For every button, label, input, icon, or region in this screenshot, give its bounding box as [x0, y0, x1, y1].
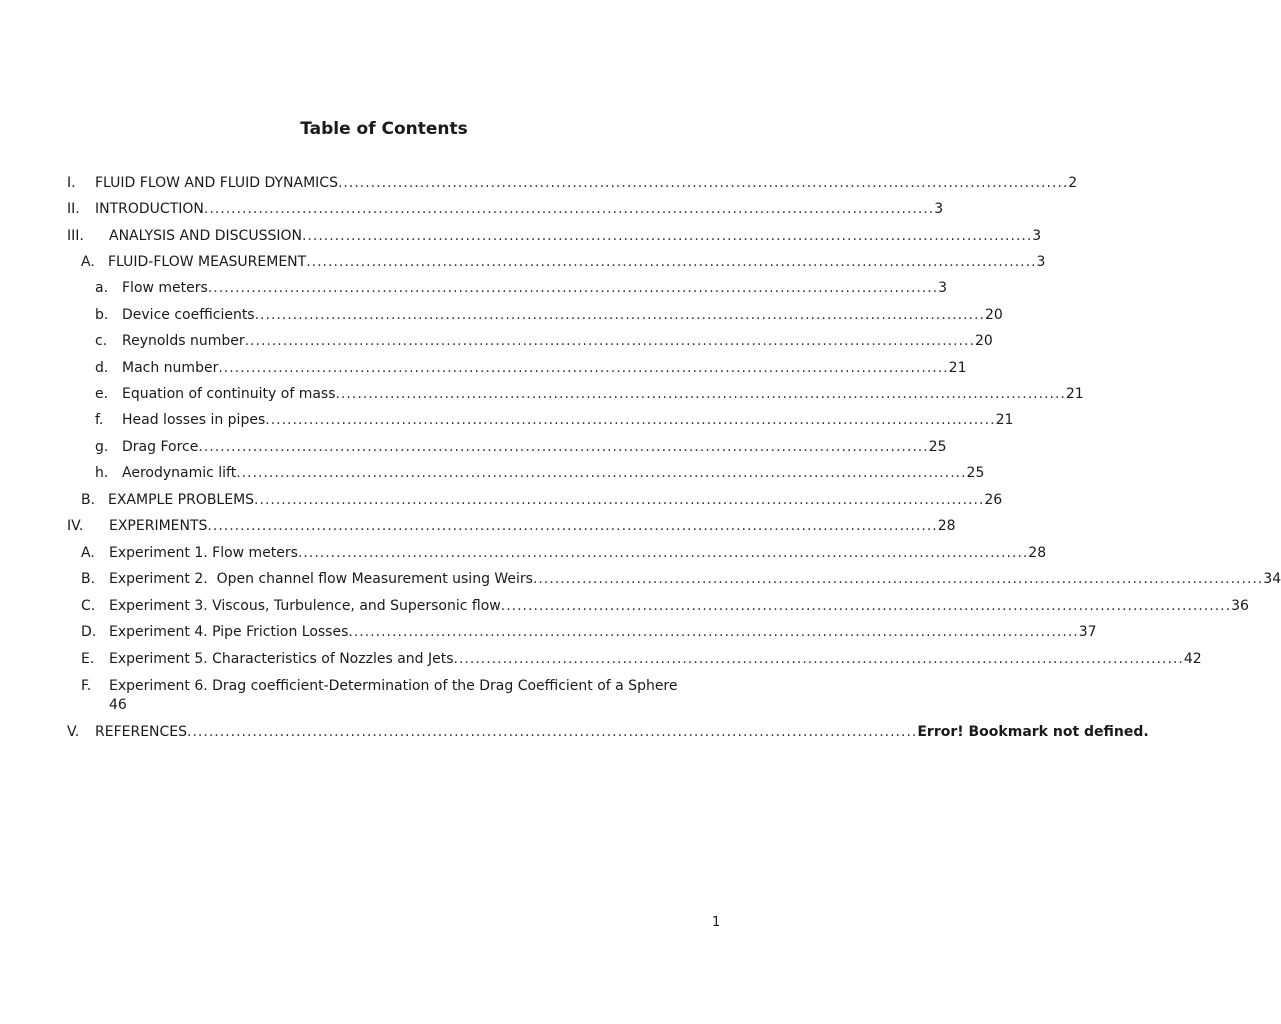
toc-entry[interactable] — [81, 650, 1202, 669]
toc-entry-page: 3 — [934, 201, 944, 217]
toc-entry-page: 26 — [984, 492, 1003, 508]
toc-entry-page: 2 — [1068, 175, 1078, 191]
toc-entry-label: Drag Force — [122, 439, 199, 455]
toc-entry[interactable] — [67, 517, 956, 536]
toc-entry-label: EXPERIMENTS — [109, 518, 208, 534]
toc-entry[interactable] — [95, 306, 1003, 325]
toc-entry[interactable] — [81, 597, 1249, 616]
toc-entry-page: 34 — [1263, 571, 1281, 587]
toc-entry-page: 36 — [1231, 598, 1249, 614]
toc-entry-label: ANALYSIS AND DISCUSSION — [109, 228, 302, 244]
toc-entry-number: B. — [81, 571, 96, 587]
toc-entry-label: Equation of continuity of mass — [122, 386, 336, 402]
dot-leader: ...................................................................................................................................... — [207, 280, 939, 296]
toc-entry-number: e. — [95, 386, 109, 402]
toc-entry-page: 25 — [928, 439, 947, 455]
toc-entry-label: Mach number — [122, 360, 219, 376]
toc-entry[interactable] — [95, 438, 947, 457]
dot-leader: ...................................................................................................................................... — [532, 571, 1264, 587]
toc-entry-page: 20 — [974, 333, 993, 349]
toc-entry-number: a. — [95, 280, 109, 296]
toc-entry-number: C. — [81, 598, 96, 614]
toc-entry-page: 21 — [995, 412, 1014, 428]
toc-entry-number: B. — [81, 492, 96, 508]
toc-entry-label: FLUID FLOW AND FLUID DYNAMICS — [95, 175, 338, 191]
toc-entry-page: 46 — [109, 697, 127, 713]
dot-leader: ...................................................................................................................................... — [203, 201, 935, 217]
toc-entry-number: A. — [81, 545, 95, 561]
dot-leader: ...................................................................................................................................... — [218, 360, 949, 376]
toc-entry-number: h. — [95, 465, 109, 481]
toc-entry-number: F. — [81, 678, 92, 694]
dot-leader: ...................................................................................................................................... — [187, 724, 918, 740]
toc-entry[interactable] — [67, 200, 944, 219]
toc-entry-label: Aerodynamic lift — [122, 465, 237, 481]
toc-entry[interactable] — [95, 385, 1084, 404]
toc-entry[interactable] — [95, 279, 948, 298]
toc-entry[interactable] — [81, 253, 1046, 272]
toc-entry-number: c. — [95, 333, 108, 349]
dot-leader: ...................................................................................................................................... — [306, 254, 1037, 270]
toc-entry-label: FLUID-FLOW MEASUREMENT — [108, 254, 307, 270]
toc-entry-label: REFERENCES — [95, 724, 188, 740]
dot-leader: ...................................................................................................................................... — [301, 228, 1033, 244]
toc-entry-label: Experiment 4. Pipe Friction Losses — [109, 624, 349, 640]
toc-entry-number: D. — [81, 624, 97, 640]
toc-entry[interactable] — [95, 411, 1014, 430]
toc-entry-page: Error! Bookmark not defined. — [917, 724, 1149, 740]
toc-entry[interactable] — [81, 544, 1047, 563]
toc-entry-page: 25 — [966, 465, 985, 481]
dot-leader: ...................................................................................................................................... — [265, 412, 996, 428]
toc-entry-number: III. — [67, 228, 84, 244]
dot-leader: ...................................................................................................................................... — [254, 307, 985, 323]
dot-leader: ...................................................................................................................................... — [297, 545, 1029, 561]
dot-leader: ...................................................................................................................................... — [453, 651, 1184, 667]
toc-entry-number: A. — [81, 254, 95, 270]
dot-leader: ...................................................................................................................................... — [500, 598, 1232, 614]
toc-entry-number: V. — [67, 724, 80, 740]
toc-entry-page: 3 — [1036, 254, 1046, 270]
toc-entry-page: 28 — [1028, 545, 1047, 561]
toc-entry-page: 37 — [1078, 624, 1097, 640]
dot-leader: ...................................................................................................................................... — [335, 386, 1066, 402]
toc-entry[interactable] — [95, 359, 967, 378]
toc-entry-page: 3 — [938, 280, 948, 296]
toc-entry-label: Experiment 5. Characteristics of Nozzles and Jets — [109, 651, 454, 667]
toc-entry-page: 42 — [1183, 651, 1202, 667]
toc-entry-number: b. — [95, 307, 109, 323]
toc-entry-number: I. — [67, 175, 76, 191]
toc-entry[interactable] — [95, 464, 985, 483]
dot-leader: ...................................................................................................................................... — [348, 624, 1079, 640]
toc-entry-label: EXAMPLE PROBLEMS — [108, 492, 255, 508]
toc-entry[interactable] — [95, 332, 993, 351]
toc-entry-label: Reynolds number — [122, 333, 245, 349]
dot-leader: ...................................................................................................................................... — [207, 518, 938, 534]
toc-entry-label: Device coefficients — [122, 307, 255, 323]
dot-leader: ...................................................................................................................................... — [244, 333, 975, 349]
toc-entry[interactable] — [81, 491, 1003, 510]
dot-leader: ...................................................................................................................................... — [337, 175, 1069, 191]
page-title: Table of Contents — [300, 119, 468, 139]
dot-leader: ...................................................................................................................................... — [254, 492, 985, 508]
toc-entry-page: 28 — [937, 518, 956, 534]
toc-entry-label: Experiment 3. Viscous, Turbulence, and Supersonic flow — [109, 598, 501, 614]
toc-entry[interactable] — [67, 174, 1078, 193]
toc-entry-number: f. — [95, 412, 104, 428]
toc-entry-label: Experiment 1. Flow meters — [109, 545, 298, 561]
toc-entry-page: 21 — [1065, 386, 1084, 402]
toc-entry-label: Experiment 6. Drag coefficient-Determination of the Drag Coefficient of a Sphere — [109, 678, 678, 694]
toc-entry-number: g. — [95, 439, 109, 455]
toc-entry-label: INTRODUCTION — [95, 201, 204, 217]
toc-entry-number: E. — [81, 651, 95, 667]
toc-entry-page: 3 — [1032, 228, 1042, 244]
toc-entry-number: II. — [67, 201, 80, 217]
dot-leader: ...................................................................................................................................... — [236, 465, 967, 481]
toc-entry[interactable] — [81, 570, 1281, 589]
page-number: 1 — [712, 915, 721, 930]
toc-entry-page: 20 — [984, 307, 1003, 323]
toc-entry[interactable] — [81, 623, 1097, 642]
toc-entry-page: 21 — [948, 360, 967, 376]
toc-entry-number: d. — [95, 360, 109, 376]
toc-entry-label: Head losses in pipes — [122, 412, 266, 428]
dot-leader: ...................................................................................................................................... — [198, 439, 929, 455]
toc-entry-number: IV. — [67, 518, 84, 534]
toc-entry-label: Experiment 2. Open channel flow Measurement using Weirs — [109, 571, 533, 587]
toc-entry[interactable] — [67, 723, 1149, 742]
toc-entry-label: Flow meters — [122, 280, 208, 296]
toc-entry[interactable] — [67, 227, 1042, 246]
